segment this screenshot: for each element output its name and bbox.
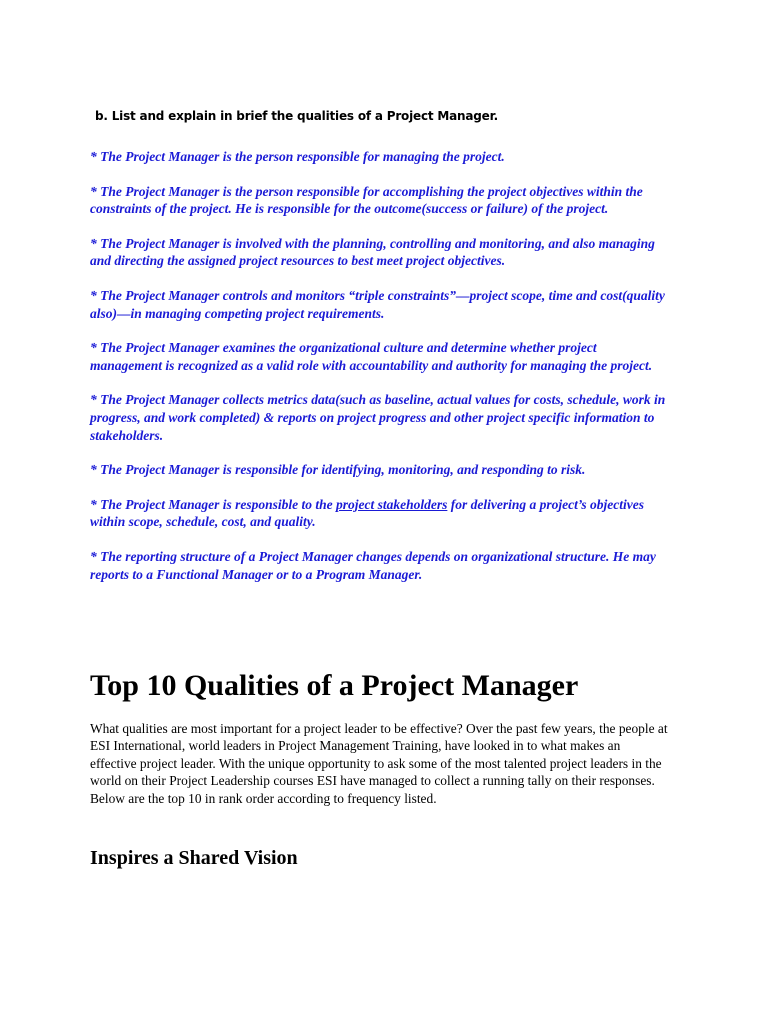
list-item [90, 496, 670, 531]
question-heading: b. List and explain in brief the qualities of a Project Manager. [95, 109, 498, 123]
list-item: * The Project Manager controls and monitors “triple constraints”—project scope, time and cost(quality also)—in managing competing project requirements. [90, 287, 665, 321]
list-item: * The Project Manager is responsible for identifying, monitoring, and responding to risk. [90, 462, 586, 478]
list-item: * The Project Manager is involved with the planning, controlling and monitoring, and also managing and directing the assigned project resources to best meet project objectives. [90, 235, 655, 269]
list-item: * The Project Manager is the person responsible for accomplishing the project objectives within the constraints of the project. He is responsible for the outcome(success or failure) of the project. [90, 183, 643, 217]
qualities-list [90, 148, 670, 600]
section-heading: Inspires a Shared Vision [90, 847, 298, 869]
list-item: * The Project Manager collects metrics data(such as baseline, actual values for costs, schedule, work in progress, and work completed) & reports on project progress and other project specific information to stakeholders. [90, 392, 666, 443]
page-title: Top 10 Qualities of a Project Manager [90, 669, 579, 702]
project-stakeholders-link[interactable]: project stakeholders [336, 496, 448, 512]
list-item-text-before: * The Project Manager is responsible to the [90, 496, 336, 512]
list-item: * The reporting structure of a Project Manager changes depends on organizational structure. He may reports to a Functional Manager or to a Program Manager. [90, 548, 656, 582]
list-item: * The Project Manager is the person responsible for managing the project. [90, 149, 505, 164]
intro-paragraph: What qualities are most important for a project leader to be effective? Over the past few years, the people at ESI International, world leaders in Project Management Training, have looked in to what makes an effective project leader. With the unique opportunity to ask some of the most talented project leaders in the world on their Project Leadership courses ESI have managed to collect a running tally on their responses. Below are the top 10 in rank order according to frequency listed. [90, 721, 668, 806]
list-item-text-after: for delivering a project’s objectives within scope, schedule, cost, and quality. [90, 496, 644, 530]
list-item: * The Project Manager examines the organizational culture and determine whether project management is recognized as a valid role with accountability and authority for managing the project. [90, 340, 653, 373]
